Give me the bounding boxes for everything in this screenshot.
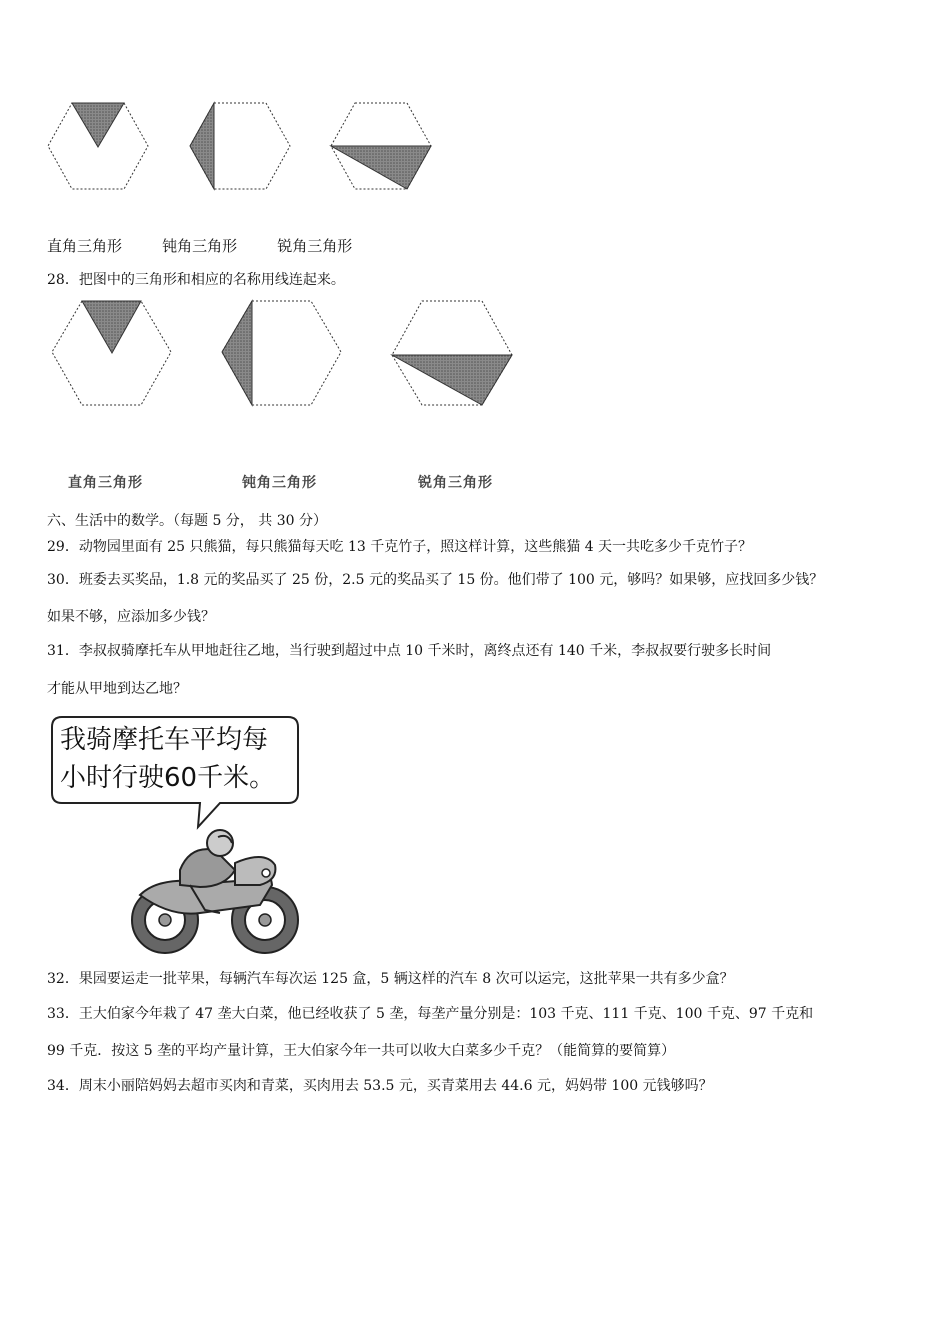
q28-hexagon-obtuse-triangle [222,301,341,405]
question-28: 28．把图中的三角形和相应的名称用线连起来。 [47,272,345,288]
question-29: 29．动物园里面有 25 只熊猫，每只熊猫每天吃 13 千克竹子，照这样计算，这些熊猫 4 天一共吃多少千克竹子？ [47,539,753,555]
question-30-line1: 30．班委去买奖品，1.8 元的奖品买了 25 份，2.5 元的奖品买了 15 份。他们带了 100 元，够吗？如果够，应找回多少钱？ [47,572,824,588]
hexagon-right-triangle [48,103,148,189]
top-label-right: 直角三角形 [47,237,123,255]
bubble-line2: 小时行驶60千米。 [60,763,276,793]
hexagon-obtuse-triangle [190,103,290,189]
q28-hexagon-acute-triangle [392,301,512,405]
q28-label-acute: 锐角三角形 [418,475,493,491]
q28-label-obtuse: 钝角三角形 [242,475,317,491]
q28-hexagon-right-triangle [52,301,171,405]
question-32: 32．果园要运走一批苹果，每辆汽车每次运 125 盒，5 辆这样的汽车 8 次可以运完，这批苹果一共有多少盒？ [47,971,734,987]
question-31-line1: 31．李叔叔骑摩托车从甲地赶往乙地，当行驶到超过中点 10 千米时，离终点还有 140 千米，李叔叔要行驶多长时间 [47,643,772,659]
question-30-line2: 如果不够，应添加多少钱？ [47,609,215,625]
question-33-line1: 33．王大伯家今年栽了 47 垄大白菜，他已经收获了 5 垄，每垄产量分别是：103 千克、111 千克、100 千克、97 千克和 [47,1006,814,1022]
question-34: 34．周末小丽陪妈妈去超市买肉和青菜，买肉用去 53.5 元，买青菜用去 44.6 元，妈妈带 100 元钱够吗？ [47,1078,713,1094]
top-triangle-labels [47,235,352,256]
q28-hexagon-figures [0,295,950,425]
top-hexagon-figures [0,0,950,200]
section-6-heading: 六、生活中的数学。（每题 5 分， 共 30 分） [47,513,327,529]
q28-label-right: 直角三角形 [68,475,143,491]
question-31-line2: 才能从甲地到达乙地？ [47,681,187,697]
question-33-line2: 99 千克．按这 5 垄的平均产量计算，王大伯家今年一共可以收大白菜多少千克？（能简算的要简算） [47,1043,676,1059]
motorcycle-rider-illustration [120,825,320,955]
bubble-line1: 我骑摩托车平均每 [60,725,269,755]
top-label-obtuse: 钝角三角形 [162,237,238,255]
hexagon-acute-triangle [331,103,431,189]
top-label-acute: 锐角三角形 [277,237,353,255]
